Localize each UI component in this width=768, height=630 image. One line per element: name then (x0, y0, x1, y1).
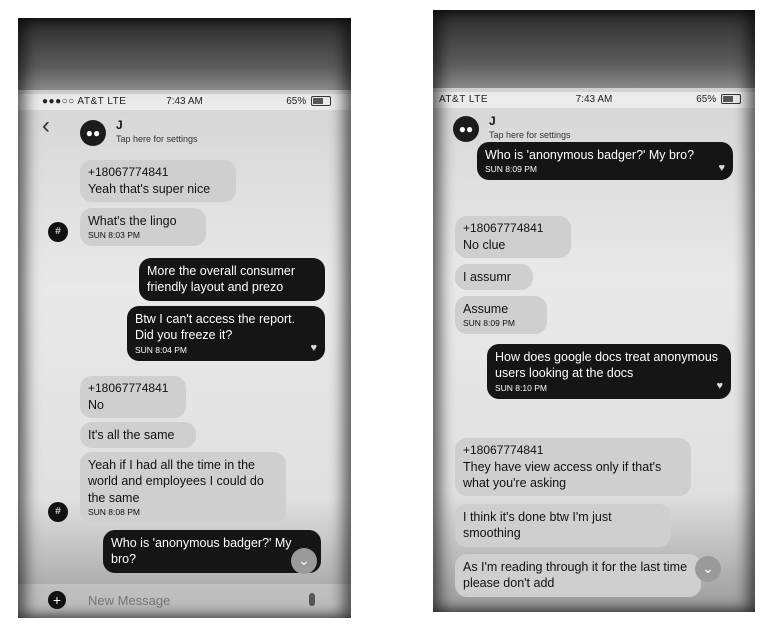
message-text: It's all the same (88, 428, 175, 442)
incoming-message-bubble[interactable] (80, 452, 286, 523)
message-timestamp: SUN 8:03 PM (88, 230, 140, 241)
message-text: I assumr (463, 270, 511, 284)
status-bar (433, 92, 755, 108)
incoming-message-bubble[interactable] (80, 160, 236, 202)
battery-indicator (286, 96, 331, 107)
settings-hint[interactable]: Tap here for settings (489, 130, 571, 140)
settings-hint[interactable]: Tap here for settings (116, 134, 198, 144)
outgoing-message-bubble[interactable] (103, 530, 321, 573)
carrier-label: AT&T LTE (439, 94, 489, 105)
message-text: As I'm reading through it for the last time please don't add (463, 560, 688, 591)
outgoing-message-bubble[interactable] (127, 306, 325, 361)
message-text: Btw I can't access the report. Did you freeze it? (135, 312, 296, 343)
message-text: I think it's done btw I'm just smoothing (463, 510, 612, 541)
top-bezel (18, 18, 351, 90)
incoming-message-bubble[interactable] (455, 438, 691, 496)
incoming-message-bubble[interactable] (455, 504, 671, 547)
message-timestamp: SUN 8:09 PM (485, 164, 537, 175)
carrier-label: ●●●○○ AT&T LTE (42, 96, 127, 107)
message-timestamp: SUN 8:04 PM (135, 344, 187, 355)
clock-label: 7:43 AM (166, 96, 203, 107)
sender-number: +18067774841 (463, 221, 544, 235)
conversation-name: J (116, 118, 123, 132)
incoming-message-bubble[interactable] (455, 264, 533, 290)
heart-reaction-icon: ♥ (718, 162, 725, 174)
group-avatar-icon[interactable]: ●● (453, 116, 479, 142)
clock-label: 7:43 AM (575, 94, 613, 105)
message-text: More the overall consumer friendly layout and prezo (147, 264, 295, 295)
sender-number: +18067774841 (463, 443, 544, 457)
scroll-down-icon[interactable]: ⌄ (695, 556, 721, 582)
battery-icon (311, 96, 331, 106)
sender-number: +18067774841 (88, 165, 169, 179)
right-phone-screenshot (433, 10, 755, 612)
heart-reaction-icon: ♥ (310, 342, 317, 355)
message-text: How does google docs treat anonymous users looking at the docs (495, 350, 719, 381)
incoming-message-bubble[interactable] (455, 216, 571, 258)
new-message-input[interactable] (78, 589, 338, 611)
conversation-header[interactable] (18, 110, 351, 158)
conversation-header[interactable] (433, 108, 755, 144)
message-timestamp: SUN 8:08 PM (88, 506, 140, 517)
add-attachment-icon[interactable]: + (48, 591, 66, 609)
outgoing-message-bubble[interactable] (477, 142, 733, 180)
left-phone-screenshot (18, 18, 351, 618)
sender-avatar-icon[interactable]: # (48, 502, 68, 522)
message-text: No clue (463, 237, 506, 252)
message-text: What's the lingo (88, 214, 177, 228)
battery-indicator (696, 94, 741, 105)
message-text: Yeah that's super nice (88, 181, 211, 196)
incoming-message-bubble[interactable] (80, 376, 186, 418)
sender-avatar-icon[interactable]: # (48, 222, 68, 242)
battery-percent: 65% (696, 94, 717, 105)
message-text: No (88, 397, 104, 412)
conversation-name: J (489, 114, 496, 128)
incoming-message-bubble[interactable] (80, 208, 206, 246)
incoming-message-bubble[interactable] (455, 554, 701, 597)
outgoing-message-bubble[interactable] (139, 258, 325, 301)
message-text: Yeah if I had all the time in the world and employees I could do the same (88, 458, 264, 505)
group-avatar-icon[interactable]: ●● (80, 120, 106, 146)
battery-icon (721, 94, 741, 104)
incoming-message-bubble[interactable] (80, 422, 196, 448)
battery-percent: 65% (286, 96, 307, 107)
message-text: Assume (463, 302, 509, 316)
outgoing-message-bubble[interactable] (487, 344, 731, 399)
status-bar (18, 94, 351, 110)
sender-number: +18067774841 (88, 381, 169, 395)
message-text: Who is 'anonymous badger?' My bro? (485, 148, 695, 162)
message-text: Who is 'anonymous badger?' My bro? (111, 536, 292, 567)
scroll-down-icon[interactable]: ⌄ (291, 548, 317, 574)
message-timestamp: SUN 8:10 PM (495, 382, 547, 393)
back-chevron-icon[interactable]: ‹ (42, 112, 50, 139)
message-text: They have view access only if that's what you're asking (463, 459, 662, 490)
incoming-message-bubble[interactable] (455, 296, 547, 334)
heart-reaction-icon: ♥ (716, 380, 723, 393)
top-bezel (433, 10, 755, 88)
microphone-icon[interactable] (309, 593, 315, 606)
message-composer (18, 584, 351, 618)
message-timestamp: SUN 8:09 PM (463, 318, 515, 329)
